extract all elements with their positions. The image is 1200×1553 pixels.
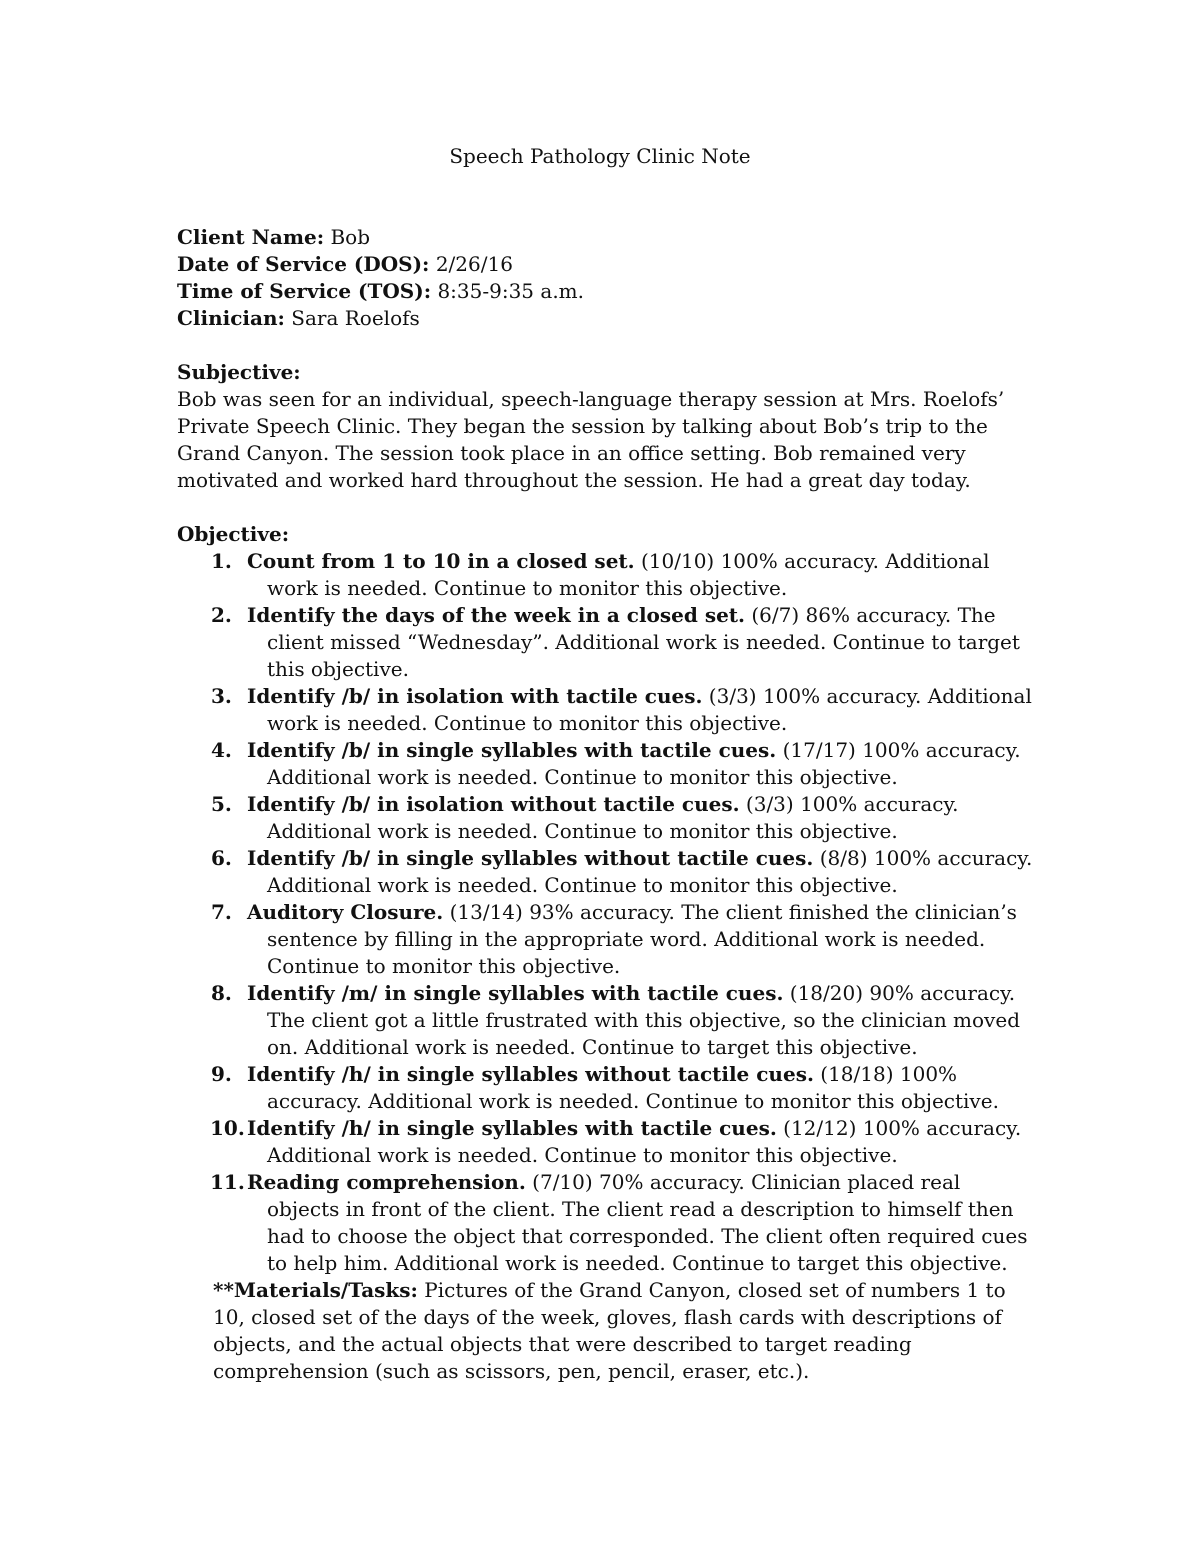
date-of-service-line — [177, 251, 1037, 278]
time-of-service-value: 8:35-9:35 a.m. — [437, 279, 584, 303]
clinician-value: Sara Roelofs — [291, 306, 420, 330]
objective-item — [177, 845, 1037, 899]
client-name-line — [177, 224, 1037, 251]
objective-item — [177, 548, 1037, 602]
objective-number: 8. — [211, 981, 232, 1005]
objective-heading: Objective: — [177, 522, 290, 546]
objective-number: 3. — [211, 684, 232, 708]
objective-number: 11. — [210, 1170, 245, 1194]
date-of-service-label: Date of Service (DOS): — [177, 252, 430, 276]
objective-item — [177, 791, 1037, 845]
objective-result: (7/10) 70% accuracy. Clinician placed real objects in front of the client. The client read a description to himself then had to choose the object that corresponded. The client often required cues to help him. Additional work is needed. Continue to target this objective. — [267, 1170, 1028, 1275]
objective-result: (13/14) 93% accuracy. The client finished the clinician’s sentence by filling in the appropriate word. Additional work is needed. Continue to monitor this objective. — [267, 900, 1017, 978]
objective-number: 6. — [211, 846, 232, 870]
document-title: Speech Pathology Clinic Note — [449, 144, 751, 168]
objective-title: Identify the days of the week in a closed set. — [247, 603, 745, 627]
objective-title: Identify /b/ in single syllables without tactile cues. — [247, 846, 814, 870]
objective-section — [177, 521, 1037, 1385]
objective-result: (10/10) 100% accuracy. Additional work is needed. Continue to monitor this objective. — [267, 549, 990, 600]
objective-title: Identify /b/ in isolation without tactile cues. — [247, 792, 740, 816]
objective-item — [177, 1169, 1037, 1277]
subjective-text: Bob was seen for an individual, speech-language therapy session at Mrs. Roelofs’ Private Speech Clinic. They began the session by talking about Bob’s trip to the Grand Canyon. The session took place in an office setting. Bob remained very motivated and worked hard throughout the session. He had a great day today. — [177, 387, 1005, 492]
subjective-section — [177, 359, 1037, 494]
objective-number: 5. — [211, 792, 232, 816]
objective-number: 4. — [211, 738, 232, 762]
objective-item — [177, 602, 1037, 683]
objective-title: Identify /m/ in single syllables with tactile cues. — [247, 981, 784, 1005]
objective-item — [177, 1115, 1037, 1169]
objective-result: (3/3) 100% accuracy. Additional work is needed. Continue to monitor this objective. — [267, 684, 1032, 735]
objective-number: 2. — [211, 603, 232, 627]
objective-title: Count from 1 to 10 in a closed set. — [247, 549, 635, 573]
objective-result: (12/12) 100% accuracy. Additional work is needed. Continue to monitor this objective. — [267, 1116, 1022, 1167]
objective-item — [177, 1061, 1037, 1115]
objective-item — [177, 899, 1037, 980]
materials-tasks-text: Pictures of the Grand Canyon, closed set of numbers 1 to 10, closed set of the days of the week, gloves, flash cards with descriptions of objects, and the actual objects that were described to target reading comprehension (such as scissors, pen, pencil, eraser, etc.). — [213, 1278, 1006, 1383]
materials-tasks-label: **Materials/Tasks: — [213, 1278, 418, 1302]
objective-number: 9. — [211, 1062, 232, 1086]
time-of-service-label: Time of Service (TOS): — [177, 279, 432, 303]
clinician-label: Clinician: — [177, 306, 285, 330]
objective-result: (6/7) 86% accuracy. The client missed “Wednesday”. Additional work is needed. Continue to target this objective. — [267, 603, 1020, 681]
objective-item — [177, 683, 1037, 737]
objective-title: Identify /h/ in single syllables with tactile cues. — [247, 1116, 777, 1140]
date-of-service-value: 2/26/16 — [435, 252, 513, 276]
objective-title: Auditory Closure. — [247, 900, 444, 924]
objective-result: (3/3) 100% accuracy. Additional work is needed. Continue to monitor this objective. — [267, 792, 959, 843]
objective-item — [177, 980, 1037, 1061]
clinician-line — [177, 305, 1037, 332]
objective-result: (18/20) 90% accuracy. The client got a little frustrated with this objective, so the clinician moved on. Additional work is needed. Continue to target this objective. — [267, 981, 1020, 1059]
client-name-label: Client Name: — [177, 225, 325, 249]
objective-result: (8/8) 100% accuracy. Additional work is needed. Continue to monitor this objective. — [267, 846, 1033, 897]
client-info-block — [177, 224, 1037, 332]
client-name-value: Bob — [330, 225, 370, 249]
objective-title: Identify /h/ in single syllables without tactile cues. — [247, 1062, 814, 1086]
objective-number: 10. — [210, 1116, 245, 1140]
materials-tasks-paragraph — [177, 1277, 1037, 1385]
objective-result: (17/17) 100% accuracy. Additional work is needed. Continue to monitor this objective. — [267, 738, 1021, 789]
objective-number: 7. — [211, 900, 232, 924]
objective-title: Identify /b/ in isolation with tactile cues. — [247, 684, 703, 708]
objective-title: Reading comprehension. — [247, 1170, 526, 1194]
objective-item — [177, 737, 1037, 791]
subjective-heading: Subjective: — [177, 360, 301, 384]
objective-result: (18/18) 100% accuracy. Additional work is needed. Continue to monitor this objective. — [267, 1062, 999, 1113]
objective-number: 1. — [211, 549, 232, 573]
time-of-service-line — [177, 278, 1037, 305]
objective-title: Identify /b/ in single syllables with tactile cues. — [247, 738, 777, 762]
objective-list — [177, 548, 1037, 1277]
